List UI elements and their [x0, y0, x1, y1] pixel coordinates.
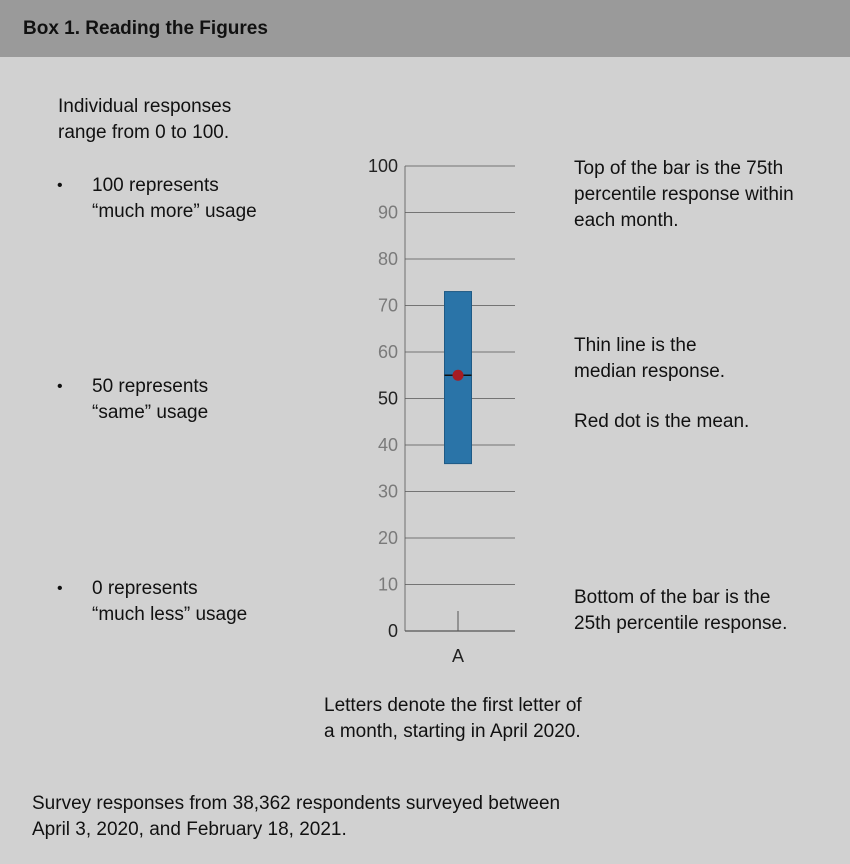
letters-note-line-2: a month, starting in April 2020.	[324, 721, 581, 742]
bottom-note-line-1: Bottom of the bar is the	[574, 587, 771, 608]
y-tick-label: 100	[367, 156, 398, 176]
y-tick-label: 0	[387, 621, 398, 641]
letters-note-line-1: Letters denote the first letter of	[324, 695, 582, 716]
bullet-marker: •	[57, 580, 63, 597]
intro-line-2: range from 0 to 100.	[58, 122, 230, 143]
y-tick-label: 40	[377, 435, 398, 455]
y-tick-label: 80	[377, 249, 398, 269]
box-title: Box 1. Reading the Figures	[23, 18, 268, 39]
bullet-0-line-1: 0 represents	[92, 578, 198, 599]
bottom-note-line-2: 25th percentile response.	[574, 613, 788, 634]
mean-dot	[453, 370, 464, 381]
y-tick-label: 90	[377, 202, 398, 223]
top-note-line-1: Top of the bar is the 75th	[574, 158, 784, 179]
y-tick-label: 70	[377, 295, 398, 316]
y-tick-label: 50	[377, 388, 398, 409]
footer-line-2: April 3, 2020, and February 18, 2021.	[32, 819, 347, 840]
top-note-line-3: each month.	[574, 210, 679, 231]
bullet-0-line-2: “much less” usage	[92, 604, 248, 625]
y-tick-label: 20	[377, 528, 398, 548]
footer-line-1: Survey responses from 38,362 respondents surveyed between	[32, 793, 561, 814]
y-tick-label: 10	[377, 574, 398, 595]
bullet-marker: •	[57, 378, 63, 395]
mean-note: Red dot is the mean.	[574, 411, 750, 432]
bullet-50-line-2: “same” usage	[92, 402, 209, 423]
top-note-line-2: percentile response within	[574, 184, 794, 205]
y-tick-label: 60	[377, 342, 398, 362]
median-note-line-2: median response.	[574, 361, 726, 382]
intro-line-1: Individual responses	[58, 96, 232, 117]
bullet-100-line-1: 100 represents	[92, 175, 219, 196]
bullet-50-line-1: 50 represents	[92, 376, 209, 397]
median-note-line-1: Thin line is the	[574, 335, 697, 356]
x-tick-label: A	[451, 646, 465, 666]
bullet-100-line-2: “much more” usage	[92, 201, 257, 222]
bullet-marker: •	[57, 177, 63, 194]
y-tick-label: 30	[377, 481, 398, 502]
